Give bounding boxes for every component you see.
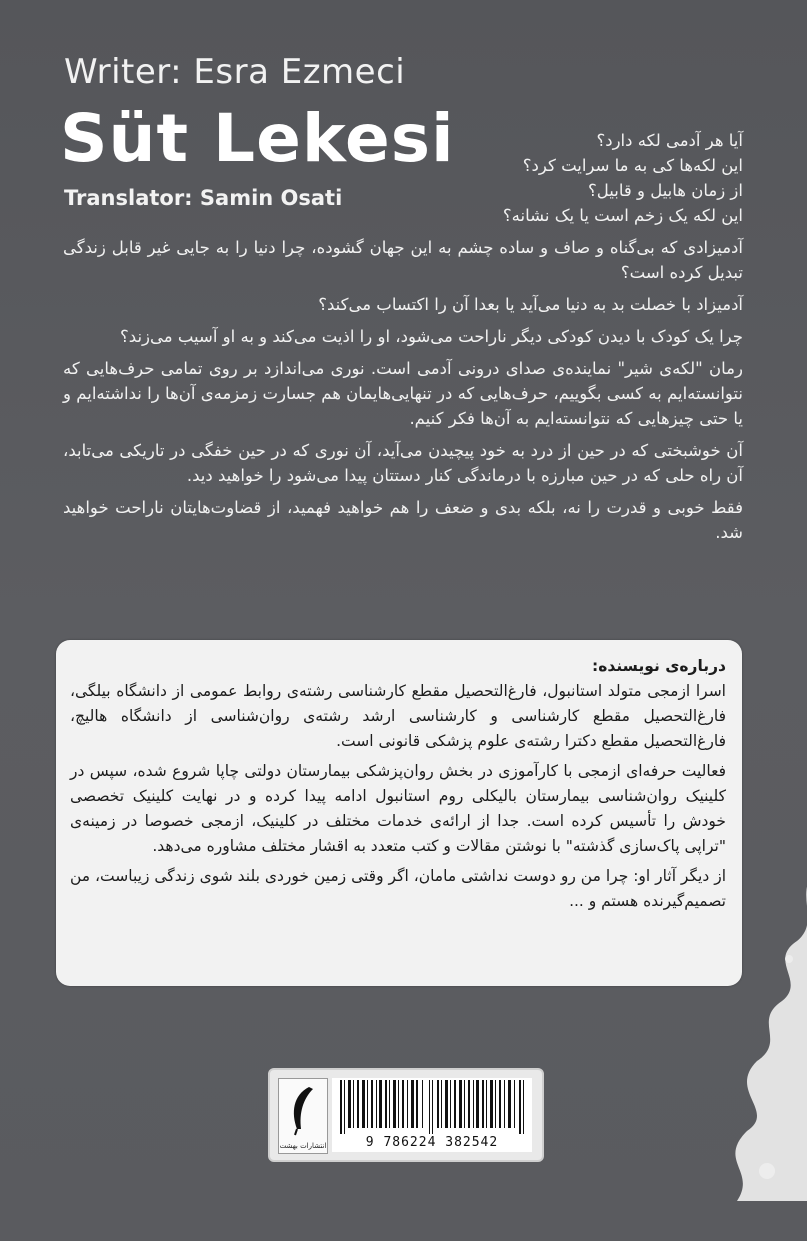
book-title: Süt Lekesi [60,100,455,177]
blurb-question-3: از زمان هابیل و قابیل؟ [588,181,743,200]
isbn-barcode [332,1078,532,1152]
blurb-paragraph-2: آدمیزاد با خصلت بد به دنیا می‌آید یا بعدا آن را اکتساب می‌کند؟ [318,295,743,314]
writer-credit: Writer: Esra Ezmeci [64,52,406,92]
about-author-box [56,640,742,986]
about-author-paragraph-3: از دیگر آثار او: چرا من رو دوست نداشتی مامان، اگر وقتی زمین خوردی بلند شوی زندگی زیباست، من تصمیم‌گیرنده هستم و ... [70,867,726,910]
publisher-logo [278,1078,328,1154]
about-author-heading: درباره‌ی نویسنده: [592,657,726,675]
blurb-paragraph-5: آن خوشبختی که در حین از درد به خود پیچیدن می‌آید، آن نوری که در حین خفگی در تاریکی می‌تابد، آن راه حلی که در حین مبارزه با درماندگی کنار دستتان پیدا می‌شود را خواهید دید. [63,441,743,485]
about-author-paragraph-1: اسرا ازمجی متولد استانبول، فارغ‌التحصیل مقطع کارشناسی رشته‌ی روابط عمومی از دانشگاه بیلگی، فارغ‌التحصیل مقطع کارشناسی و کارشناسی ارشد رشته‌ی روان‌شناسی از دانشگاه هالیچ، فارغ‌التحصیل مقطع دکترا رشته‌ی علوم پزشکی قانونی است. [70,682,726,750]
about-author-paragraph-2: فعالیت حرفه‌ای ازمجی با کارآموزی در بخش روان‌پزشکی بیمارستان دولتی چاپا شروع شده، سپس در کلینیک روان‌شناسی بیمارستان بالیکلی روم استانبول ادامه پیدا کرده و در نهایت کلینیک تخصصی خودش را تأسیس کرده است. جدا از ارائه‌ی خدمات مختلف در کلینیک، ازمجی خصوصا در زمینه‌ی "تراپی پاک‌سازی گذشته" با نوشتن مقالات و کتب متعدد به اقشار مختلف مشاوره می‌دهد. [70,762,726,855]
feather-icon [279,1079,327,1139]
barcode-area [268,1068,544,1162]
publisher-name: انتشارات بهشت [279,1142,327,1150]
barcode-bars [332,1078,532,1134]
blurb-text [63,128,743,552]
blurb-paragraph-6: فقط خوبی و قدرت را نه، بلکه بدی و ضعف را هم خواهید فهمید، از قضاوت‌هایتان ناراحت خواهید شد. [63,498,743,542]
blurb-paragraph-3: چرا یک کودک با دیدن کودکی دیگر ناراحت می‌شود، او را اذیت می‌کند و به او آسیب می‌زند؟ [120,327,743,346]
isbn-number: 9 786224 382542 [365,1135,499,1150]
blurb-question-4: این لکه یک زخم است یا یک نشانه؟ [502,206,743,225]
blurb-paragraph-1: آدمیزادی که بی‌گناه و صاف و ساده چشم به این جهان گشوده، چرا دنیا را به جایی غیر قابل زندگی تبدیل کرده است؟ [63,238,743,282]
blurb-question-1: آیا هر آدمی لکه دارد؟ [596,131,743,150]
milk-splash-decoration [697,841,807,1201]
blurb-paragraph-4: رمان "لکه‌ی شیر" نماینده‌ی صدای درونی آدمی است. نوری می‌اندازد بر روی تمامی حرف‌هایی که نتوانسته‌ایم به کسی بگوییم، حرف‌هایی که در تنهایی‌هایمان هم جسارت زمزمه‌ی آن‌ها را نداشته‌ایم و یا حتی چیزهایی که نتوانسته‌ایم به آن‌ها فکر کنیم. [63,359,743,428]
about-author-text [70,654,726,919]
blurb-question-2: این لکه‌ها کی به ما سرایت کرد؟ [522,156,743,175]
translator-credit: Translator: Samin Osati [64,186,343,210]
